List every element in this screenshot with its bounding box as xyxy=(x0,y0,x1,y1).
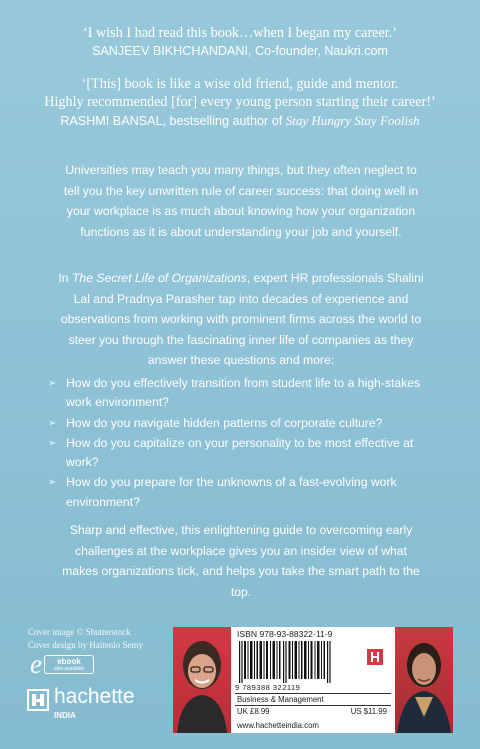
quote-1-text: ‘I wish I had read this book…when I began my career.’ xyxy=(83,25,397,41)
list-item xyxy=(48,414,448,433)
arrow-bullet-icon: ➢ xyxy=(48,417,57,429)
blurb-closing: Sharp and effective, this enlightening guide to overcoming early challenges at the workplace gives you an insider view of what makes organizations tick, and helps you take the smart path to the top. xyxy=(62,523,420,599)
ebook-label-box xyxy=(44,655,94,674)
ebook-e-icon: e xyxy=(30,649,42,679)
hachette-small-logo-icon xyxy=(367,649,383,665)
quote-2-attribution xyxy=(0,112,480,130)
ebook-badge xyxy=(30,649,110,679)
price-uk: UK £8.99 xyxy=(237,707,270,716)
quote-2-line-1: ‘[This] book is like a wise old friend, guide and mentor. xyxy=(81,76,399,92)
quote-2-book-title: Stay Hungry Stay Foolish xyxy=(285,113,420,128)
author-photo-left xyxy=(173,627,231,733)
cover-image-credit: Cover image © Shutterstock xyxy=(28,627,131,637)
question-list xyxy=(48,374,448,513)
quote-2-line-2: Highly recommended [for] every young person starting their career!’ xyxy=(44,94,436,110)
publisher-logo xyxy=(27,685,135,725)
cover-design-credit: Cover design by Haitenlo Semy xyxy=(28,639,143,650)
isbn-number: ISBN 978-93-88322-11-9 xyxy=(237,629,333,639)
book-title: The Secret Life of Organizations xyxy=(71,271,247,285)
barcode-block xyxy=(235,627,391,733)
list-item xyxy=(48,374,448,413)
quote-1-attribution xyxy=(0,43,480,60)
arrow-bullet-icon: ➢ xyxy=(48,437,57,449)
list-item-text: How do you prepare for the unknowns of a fast-evolving work environment? xyxy=(66,475,397,509)
ebook-sublabel: also available xyxy=(53,666,85,672)
publisher-url: www.hachetteindia.com xyxy=(237,721,319,730)
list-item-text: How do you capitalize on your personality to be most effective at work? xyxy=(66,435,414,470)
blurb-description-rest: , expert HR professionals Shalini Lal and Pradnya Parasher tap into decades of experience and observations from working with prominent firms across the world to steer you through the fascinating inner life of companies as they answer these questions and more: xyxy=(60,271,424,367)
blurb-intro: Universities may teach you many things, but they often neglect to tell you the key unwritten rule of career success: that doing well in your workplace is as much about knowing how your organization functions as it is about understanding your job and yourself. xyxy=(63,163,419,239)
hachette-h-icon xyxy=(27,689,49,711)
barcode-icon xyxy=(237,641,337,683)
publisher-name: hachette xyxy=(54,685,135,708)
blurb-description xyxy=(58,268,424,371)
quote-2-author: RASHMI BANSAL xyxy=(60,114,163,128)
list-item-text: How do you navigate hidden patterns of corporate culture? xyxy=(66,415,383,430)
price-us: US $11.99 xyxy=(350,707,387,716)
arrow-bullet-icon: ➢ xyxy=(48,477,57,489)
endorsements xyxy=(0,24,480,130)
quote-2 xyxy=(0,75,480,130)
barcode-panel xyxy=(173,627,453,733)
quote-1-author: SANJEEV BIKHCHANDANI xyxy=(91,44,249,58)
quote-1-role: , Co-founder, Naukri.com xyxy=(248,44,389,58)
author-photo-right xyxy=(395,627,453,733)
publisher-region: INDIA xyxy=(54,711,76,720)
list-item xyxy=(48,473,448,512)
quote-2-role: , bestselling author of xyxy=(162,114,286,128)
list-item xyxy=(48,434,448,473)
blurb-description-prefix: In xyxy=(58,271,72,285)
arrow-bullet-icon: ➢ xyxy=(48,378,57,389)
ebook-label: ebook xyxy=(57,657,81,666)
barcode-digits: 9 789388 322119 xyxy=(235,683,301,692)
book-category: Business & Management xyxy=(235,693,391,706)
list-item-text: How do you effectively transition from student life to a high-stakes work environment? xyxy=(66,376,421,410)
cover-credits xyxy=(28,626,143,651)
